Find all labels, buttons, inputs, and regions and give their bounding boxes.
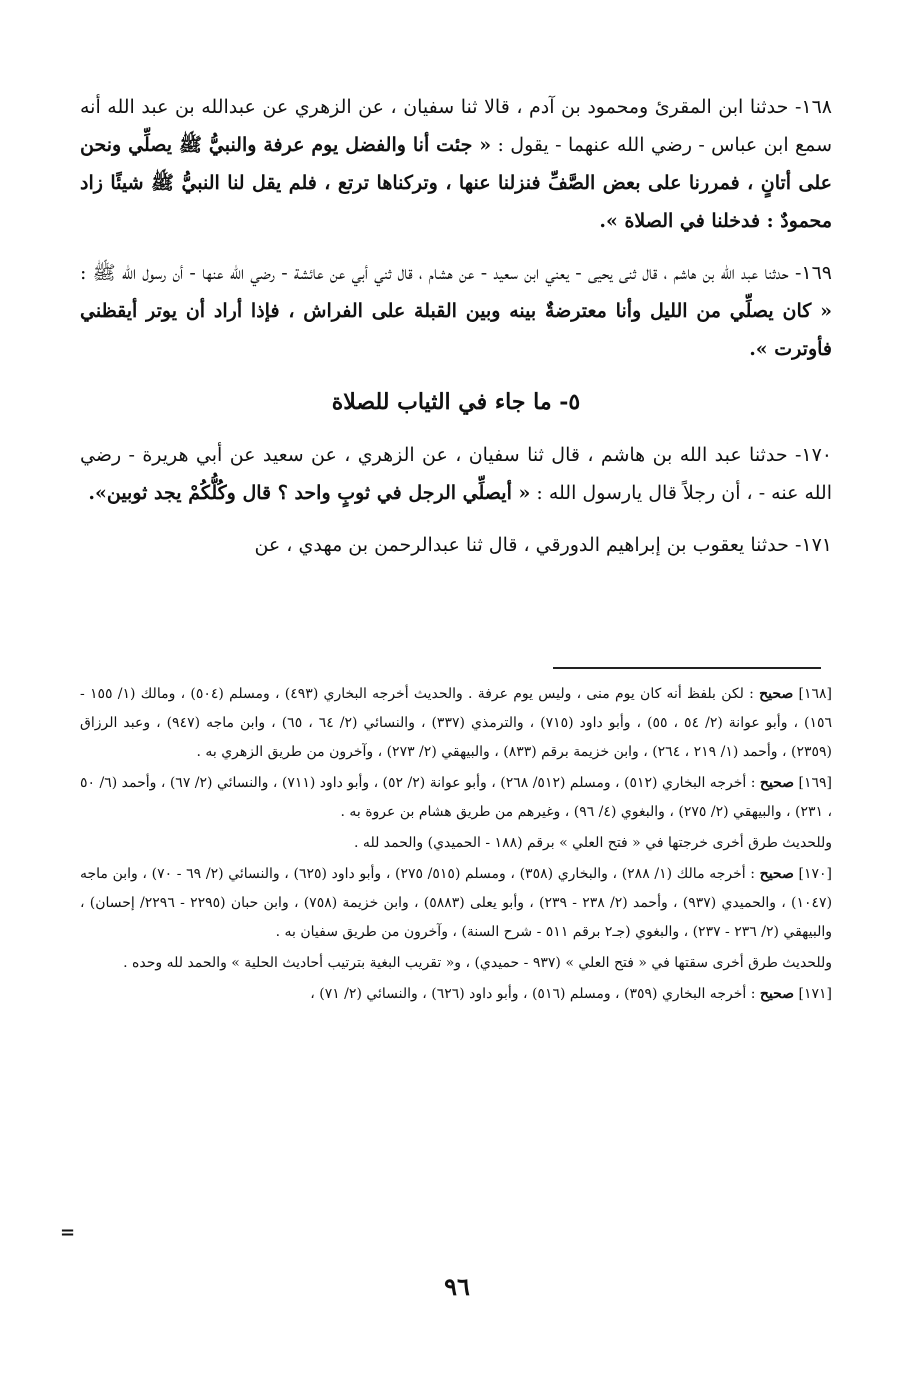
main-text (80, 88, 832, 578)
hadith-matn: « أيصلِّي الرجل في ثوبٍ واحد ؟ قال وكُلُّكُمْ يجد ثوبين». (88, 482, 531, 504)
hadith-number: ١٦٨- (794, 96, 832, 118)
footnote-ref: [١٦٨] (793, 686, 832, 702)
footnote-grade: صحيح (759, 866, 794, 882)
hadith-isnad: حدثنا يعقوب بن إبراهيم الدورقي ، قال ثنا عبدالرحمن بن مهدي ، عن (254, 534, 795, 556)
footnote-grade: صحيح (759, 986, 795, 1002)
footnote-170-extra: وللحديث طرق أخرى سقتها في « فتح العلي » (٩٣٧ - حميدي) ، و« تقريب البغية بترتيب أحاديث الحلية » والحمد لله وحده . (123, 955, 832, 971)
hadith-number: ١٦٩- (794, 262, 832, 284)
footnote-169 (80, 769, 832, 827)
hadith-number: ١٧١- (794, 534, 832, 556)
hadith-number: ١٧٠- (794, 444, 832, 466)
hadith-isnad: حدثنا عبد الله بن هاشم ، قال ثنى يحيى - يعني ابن سعيد - عن هشام ، قال ثني أبي عن عائشة - رضي الله عنها - أن رسول الله ﷺ : (80, 262, 795, 284)
footnote-text: : أخرجه البخاري (٣٥٩) ، ومسلم (٥١٦) ، وأبو داود (٦٢٦) ، والنسائي (٢/ ٧١) ، (310, 986, 760, 1002)
footnote-ref: [١٦٩] (794, 775, 832, 791)
hadith-matn: « جئت أنا والفضل يوم عرفة والنبيُّ ﷺ يصلِّي ونحن على أتانٍ ، فمررنا على بعض الصَّفِّ فنزلنا عنها ، وتركناها ترتع ، فلم يقل لنا النبيُّ ﷺ شيئًا زاد محمودٌ : فدخلنا في الصلاة ». (80, 134, 832, 232)
footnote-168 (80, 680, 832, 767)
hadith-170 (80, 436, 832, 512)
hadith-isnad: حدثنا عبد الله بن هاشم ، قال ثنا سفيان ، عن الزهري ، عن سعيد عن أبي هريرة - رضي الله عنه - ، أن رجلاً قال يارسول الله : (80, 444, 832, 504)
footnote-ref: [١٧٠] (793, 866, 832, 882)
footnote-170 (80, 860, 832, 947)
footnote-grade: صحيح (759, 775, 795, 791)
hadith-168 (80, 88, 832, 240)
chapter-heading: ٥- ما جاء في الثياب للصلاة (331, 389, 581, 415)
footnote-divider (553, 667, 821, 669)
footnote-171 (80, 980, 832, 1009)
footnote-text: : أخرجه مالك (١/ ٢٨٨) ، والبخاري (٣٥٨) ، ومسلم (٥١٥/ ٢٧٥) ، وأبو داود (٦٢٥) ، والنسائي (٢/ ٦٩ - ٧٠) ، وابن ماجه (١٠٤٧) ، والحميدي (٩٣٧) ، وأحمد (٢/ ٢٣٨ - ٢٣٩) ، وأبو يعلى (٥٨٨٣) ، وابن خزيمة (٧٥٨) ، وابن حبان (٢٢٩٥ - ٢٢٩٦/ إحسان) ، والبيهقي (٢/ ٢٣٦ - ٢٣٧) ، والبغوي (جـ٢ برقم ٥١١ - شرح السنة) ، وآخرون من طريق سفيان به . (80, 866, 833, 940)
footnote-ref: [١٧١] (794, 986, 832, 1002)
footnote-grade: صحيح (759, 686, 794, 702)
continuation-mark: = (60, 1222, 76, 1243)
page-number: ٩٦ (444, 1272, 470, 1301)
footnotes (80, 680, 832, 1011)
footnote-text: : لكن بلفظ أنه كان يوم منى ، وليس يوم عرفة . والحديث أخرجه البخاري (٤٩٣) ، ومسلم (٥٠٤) ، ومالك (١/ ١٥٥ - ١٥٦) ، وأبو عوانة (٢/ ٥٤ ، ٥٥) ، وأبو داود (٧١٥) ، والترمذي (٣٣٧) ، والنسائي (٢/ ٦٤ ، ٦٥) ، وابن ماجه (٩٤٧) ، وعبد الرزاق (٢٣٥٩) ، وأحمد (١/ ٢١٩ ، ٢٦٤) ، وابن خزيمة برقم (٨٣٣) ، والبيهقي (٢/ ٢٧٣) ، وآخرون من طريق الزهري به . (80, 686, 832, 760)
footnote-169-extra: وللحديث طرق أخرى خرجتها في « فتح العلي » برقم (١٨٨ - الحميدي) والحمد لله . (354, 835, 832, 851)
hadith-isnad: حدثنا ابن المقرئ ومحمود بن آدم ، قالا ثنا سفيان ، عن الزهري عن عبدالله بن عبد الله أنه سمع ابن عباس - رضي الله عنهما - يقول : (80, 96, 832, 156)
hadith-matn: « كان يصلِّي من الليل وأنا معترضةٌ بينه وبين القبلة على الفراش ، فإذا أراد أن يوتر أيقظني فأوترت ». (80, 300, 832, 360)
hadith-169 (80, 254, 832, 368)
hadith-171 (80, 526, 832, 564)
footnote-text: : أخرجه البخاري (٥١٢) ، ومسلم (٥١٢/ ٢٦٨) ، وأبو عوانة (٢/ ٥٢) ، وأبو داود (٧١١) ، والنسائي (٢/ ٦٧) ، وأحمد (٦/ ٥٠ ، ٢٣١) ، والبيهقي (٢/ ٢٧٥) ، والبغوي (٤/ ٩٦) ، وغيرهم من طريق هشام بن عروة به . (80, 775, 832, 820)
